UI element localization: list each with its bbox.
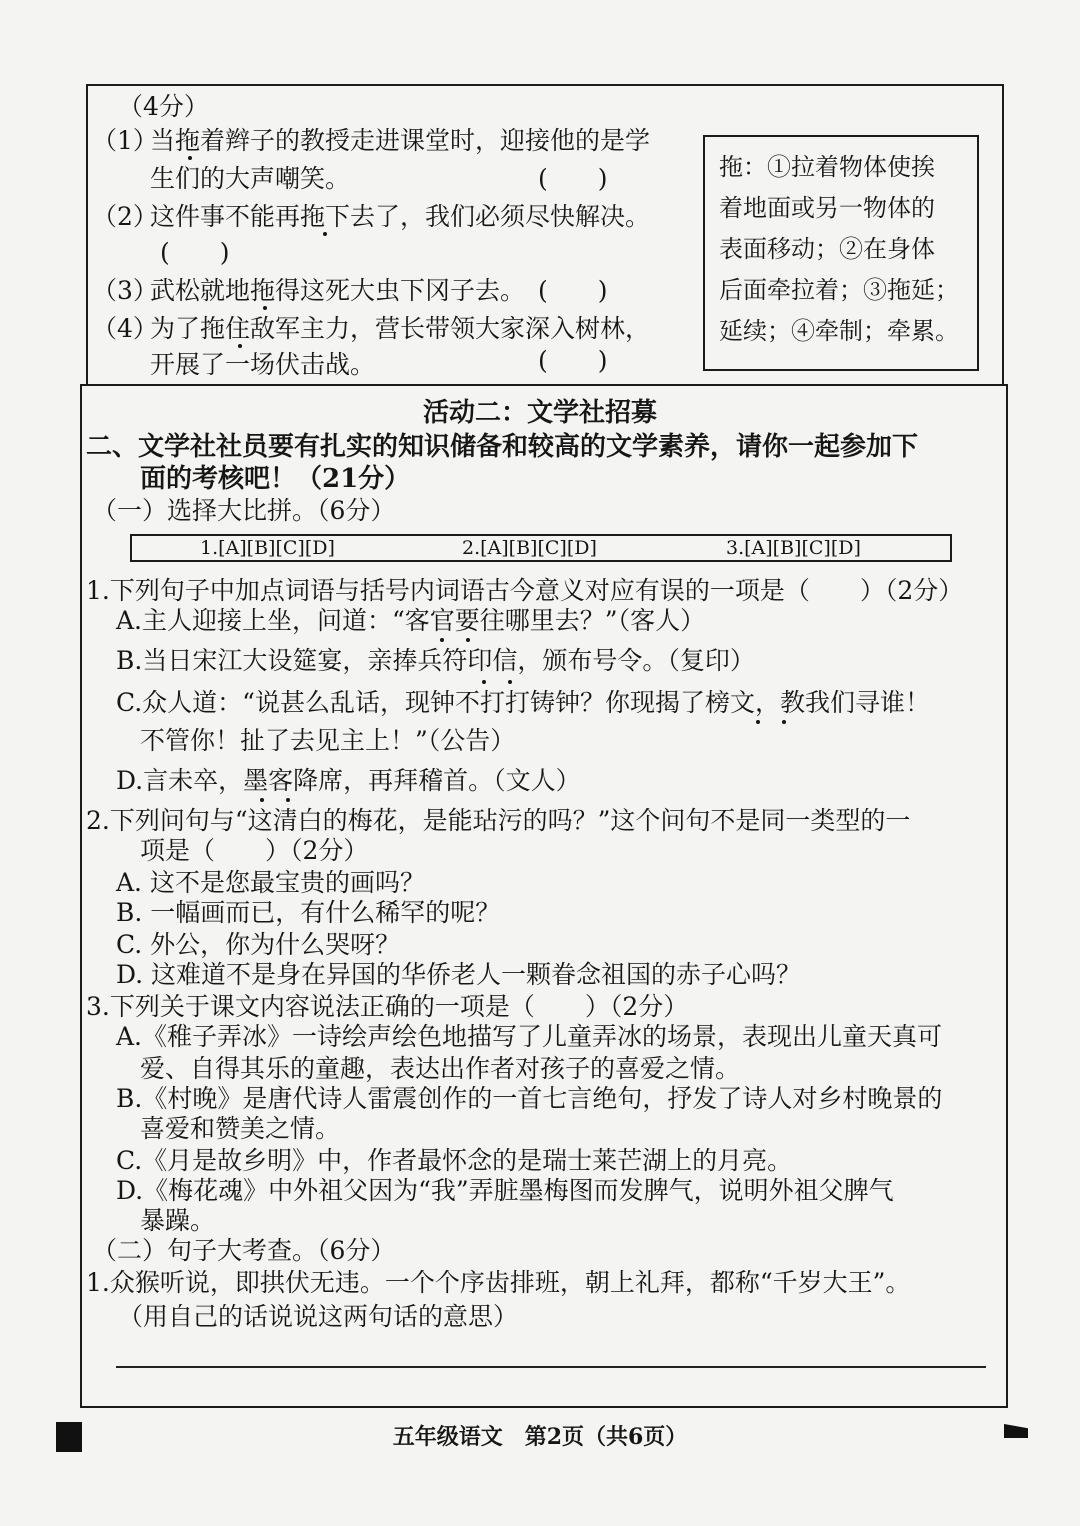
answer-sheet-bar xyxy=(130,534,952,562)
emphasis-dot xyxy=(286,798,290,802)
answer-choice-3[interactable]: 3.[A][B][C][D] xyxy=(726,537,861,559)
answer-choice-1[interactable]: 1.[A][B][C][D] xyxy=(200,537,335,559)
item2-num: （2） xyxy=(92,202,158,231)
item2-blank[interactable]: ( ) xyxy=(160,238,230,267)
item1-blank[interactable]: ( ) xyxy=(538,164,608,193)
emphasis-dot xyxy=(466,638,470,642)
q1-option-d: D.言未卒，墨客降席，再拜稽首。（文人） xyxy=(116,766,581,795)
definition-line: 表面移动；②在身体 xyxy=(719,235,935,263)
q3-stem: 3.下列关于课文内容说法正确的一项是（ ）（2分） xyxy=(86,992,689,1021)
item4-blank[interactable]: ( ) xyxy=(538,346,608,375)
item4-num: （4） xyxy=(92,314,158,343)
item2-line1: 这件事不能再拖下去了，我们必须尽快解决。 xyxy=(150,202,651,231)
definition-line: 着地面或另一物体的 xyxy=(719,194,935,222)
emphasis-dot xyxy=(323,232,327,236)
q2-option-c: C. 外公，你为什么哭呀？ xyxy=(116,930,401,959)
emphasis-dot xyxy=(756,720,760,724)
q2-stem-line1: 2.下列问句与“这清白的梅花，是能玷污的吗？”这个问句不是同一类型的一 xyxy=(86,806,911,835)
answer-writing-line[interactable] xyxy=(116,1366,986,1368)
subsection2-title: （二）句子大考查。（6分） xyxy=(92,1236,396,1265)
emphasis-dot xyxy=(263,306,267,310)
page-footer: 五年级语文 第2页（共6页） xyxy=(392,1424,688,1450)
item1-num: （1） xyxy=(92,126,158,155)
emphasis-dot xyxy=(440,638,444,642)
q2-option-b: B. 一幅画而已，有什么稀罕的呢？ xyxy=(116,898,501,927)
q3-option-d: D.《梅花魂》中外祖父因为“我”弄脏墨梅图而发脾气，说明外祖父脾气 xyxy=(116,1176,894,1205)
item1-line2: 生们的大声嘲笑。 xyxy=(150,164,351,193)
s1-question-line2: （用自己的话说说这两句话的意思） xyxy=(118,1302,519,1331)
q1-option-b: B.当日宋江大设筵宴，亲捧兵符印信，颁布号令。（复印） xyxy=(116,646,755,675)
q1-option-a: A.主人迎接上坐，问道：“客官要往哪里去？”（客人） xyxy=(116,606,706,635)
section-heading-line2: 面的考核吧！（21分） xyxy=(140,464,411,494)
definition-line: 延续；④牵制；牵累。 xyxy=(719,317,959,345)
emphasis-dot xyxy=(782,720,786,724)
definition-line: 拖：①拉着物体使挨 xyxy=(719,153,935,181)
q1-option-c: C.众人道：“说甚么乱话，现钟不打打铸钟？你现揭了榜文，教我们寻谁！ xyxy=(116,688,930,717)
q2-option-d: D. 这难道不是身在异国的华侨老人一颗眷念祖国的赤子心吗？ xyxy=(116,960,802,989)
item4-line2: 开展了一场伏击战。 xyxy=(150,350,376,379)
emphasis-dot xyxy=(238,344,242,348)
emphasis-dot xyxy=(260,798,264,802)
q3-option-c: C.《月是故乡明》中，作者最怀念的是瑞士莱芒湖上的月亮。 xyxy=(116,1146,793,1175)
section-heading-line1: 二、文学社社员要有扎实的知识储备和较高的文学素养，请你一起参加下 xyxy=(86,432,919,462)
emphasis-dot xyxy=(482,680,486,684)
activity-title: 活动二：文学社招募 xyxy=(422,398,657,428)
q3-option-b: B.《村晚》是唐代诗人雷震创作的一首七言绝句，抒发了诗人对乡村晚景的 xyxy=(116,1084,943,1113)
q2-option-a: A. 这不是您最宝贵的画吗？ xyxy=(116,868,425,897)
item1-line1: 当拖着辫子的教授走进课堂时，迎接他的是学 xyxy=(150,126,651,155)
q2-stem-line2: 项是（ ）（2分） xyxy=(140,836,369,865)
q1-stem: 1.下列句子中加点词语与括号内词语古今意义对应有误的一项是（ ）（2分） xyxy=(86,576,964,605)
subsection1-title: （一）选择大比拼。（6分） xyxy=(92,496,396,525)
definition-line: 后面牵拉着；③拖延； xyxy=(719,276,959,304)
q3-option-b-cont: 喜爱和赞美之情。 xyxy=(140,1114,341,1143)
q3-option-a: A.《稚子弄冰》一诗绘声绘色地描写了儿童弄冰的场景，表现出儿童天真可 xyxy=(116,1022,943,1051)
item4-line1: 为了拖住敌军主力，营长带领大家深入树林， xyxy=(150,314,651,343)
emphasis-dot xyxy=(188,156,192,160)
definition-box xyxy=(703,135,979,371)
q3-option-a-cont: 爱、自得其乐的童趣，表达出作者对孩子的喜爱之情。 xyxy=(140,1054,741,1083)
emphasis-dot xyxy=(508,680,512,684)
answer-choice-2[interactable]: 2.[A][B][C][D] xyxy=(462,537,597,559)
q3-option-d-cont: 暴躁。 xyxy=(140,1206,216,1235)
item3-blank[interactable]: ( ) xyxy=(538,276,608,305)
part1-score: （4分） xyxy=(118,92,209,121)
s1-question-line1: 1.众猴听说，即拱伏无违。一个个序齿排班，朝上礼拜，都称“千岁大王”。 xyxy=(86,1268,911,1297)
item3-num: （3） xyxy=(92,276,158,305)
q1-option-c-cont: 不管你！扯了去见主上！”（公告） xyxy=(140,726,516,755)
item3-line1: 武松就地拖得这死大虫下冈子去。 xyxy=(150,276,526,305)
